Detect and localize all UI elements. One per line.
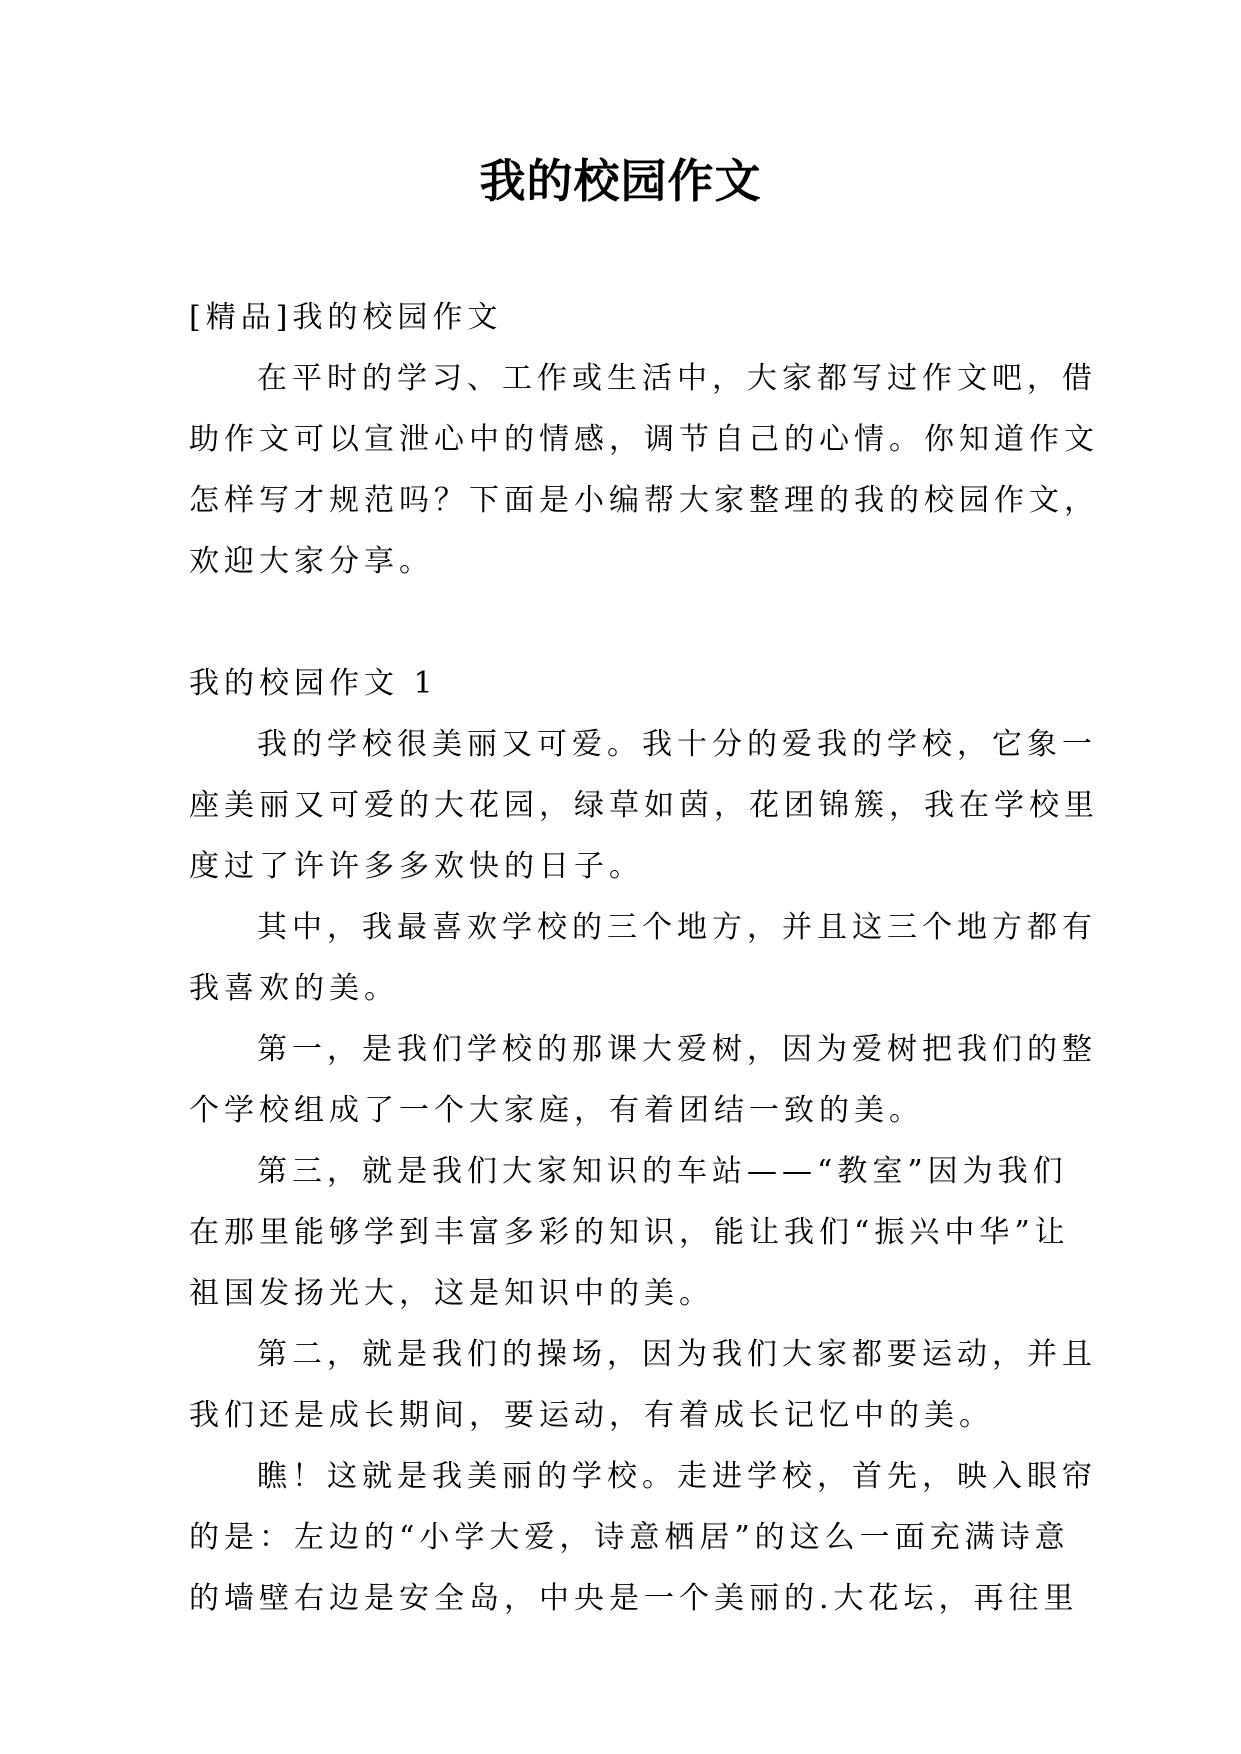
paragraph-line: 在那里能够学到丰富多彩的知识，能让我们“振兴中华”让: [189, 1215, 1070, 1250]
paragraph: [189, 1019, 1097, 1141]
paragraph-line: 座美丽又可爱的大花园，绿草如茵，花团锦簇，我在学校里: [189, 788, 1099, 823]
paragraph-line: 个学校组成了一个大家庭，有着团结一致的美。: [189, 1093, 924, 1128]
paragraph-line: 其中，我最喜欢学校的三个地方，并且这三个地方都有: [257, 910, 1097, 945]
paragraph-line: 的墙壁右边是安全岛，中央是一个美丽的.大花坛，再往里: [189, 1581, 1079, 1616]
paragraph-line: 第一，是我们学校的那课大爱树，因为爱树把我们的整: [257, 1032, 1097, 1067]
document-title: 我的校园作文: [479, 154, 762, 208]
paragraph-line: 我的学校很美丽又可爱。我十分的爱我的学校，它象一: [257, 727, 1097, 762]
document-subtitle: [精品]我的校园作文: [189, 300, 503, 335]
paragraph-line: 第二，就是我们的操场，因为我们大家都要运动，并且: [257, 1337, 1097, 1372]
intro-line: 欢迎大家分享。: [189, 544, 434, 579]
paragraph-line: 度过了许许多多欢快的日子。: [189, 849, 644, 884]
paragraph-line: 第三，就是我们大家知识的车站——“教室”因为我们: [257, 1154, 1068, 1189]
document-body: [189, 287, 1099, 1629]
paragraph: [189, 1446, 1097, 1629]
paragraph-line: 祖国发扬光大，这是知识中的美。: [189, 1276, 714, 1311]
intro-line: 在平时的学习、工作或生活中，大家都写过作文吧，借: [257, 361, 1097, 396]
paragraph: [189, 1141, 1070, 1324]
intro-line: 助作文可以宣泄心中的情感，调节自己的心情。你知道作文: [189, 422, 1099, 457]
paragraph: [189, 714, 1099, 897]
intro-paragraph: [189, 348, 1099, 592]
blank-line: [189, 592, 1053, 653]
intro-line: 怎样写才规范吗？下面是小编帮大家整理的我的校园作文，: [189, 483, 1099, 518]
paragraph-line: 我们还是成长期间，要运动，有着成长记忆中的美。: [189, 1398, 994, 1433]
section-heading: 我的校园作文 1: [189, 666, 438, 701]
paragraph-line: 我喜欢的美。: [189, 971, 399, 1006]
paragraph-line: 瞧！这就是我美丽的学校。走进学校，首先，映入眼帘: [257, 1459, 1097, 1494]
paragraph: [189, 1324, 1097, 1446]
paragraph: [189, 897, 1097, 1019]
paragraph-line: 的是：左边的“小学大爱，诗意栖居”的这么一面充满诗意: [189, 1520, 1070, 1555]
